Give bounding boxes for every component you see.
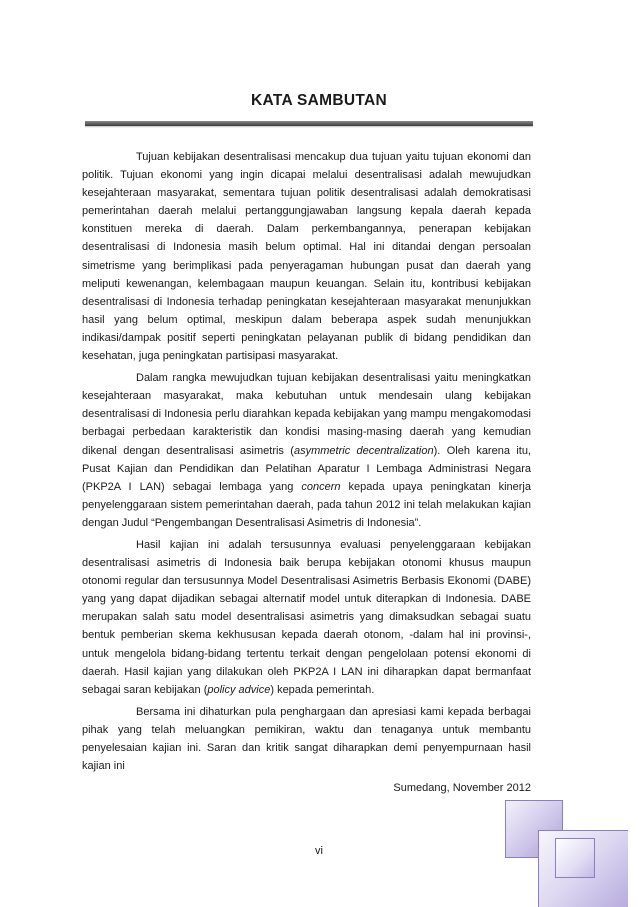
paragraph-4 [82,703,531,775]
paragraph-2-text-a: Dalam rangka mewujudkan tujuan kebijakan desentralisasi yaitu meningkatkan kesejahteraan masyarakat, maka kebutuhan untuk mendesain ulang kebijakan desentralisasi di Indonesia perlu diarahkan kepada kebijakan yang mampu mengakomodasi berbagai perbedaan karakteristik dan kondisi masing-masing daerah yang kemudian dikenal dengan desentralisasi asimetris ( [82,372,531,457]
paragraph-4-text: Bersama ini dihaturkan pula penghargaan dan apresiasi kami kepada berbagai pihak yang telah meluangkan pemikiran, waktu dan tenaganya untuk membantu penyelesaian kajian ini. Saran dan kritik sangat diharapkan demi penyempurnaan hasil kajian ini [82,705,531,773]
italic-term-concern: concern [301,480,341,493]
paragraph-2-text-b: ). Oleh karena itu, Pusat Kajian dan Pendidikan dan Pelatihan Aparatur I Lembaga Administrasi Negara (PKP2A I LAN) sebagai lembaga yang [82,444,531,493]
body-text [82,148,531,797]
paragraph-3 [82,536,531,699]
signature-line: Sumedang, November 2012 [393,782,531,795]
page-title: KATA SAMBUTAN [251,92,387,109]
page-number: vi [315,845,323,857]
italic-term-policy-advice: policy advice [207,683,271,696]
paragraph-1 [82,148,531,365]
paragraph-3-text-b: ) kepada pemerintah. [270,683,375,696]
italic-term-asymmetric: asymmetric decentralization [293,444,434,457]
paragraph-2-text-c: kepada upaya peningkatan kinerja penyelenggaraan sistem pemerintahan daerah, pada tahun 2012 ini telah melakukan kajian dengan Judul “Pengembangan Desentralisasi Asimetris di Indonesia”. [82,480,531,529]
paragraph-3-text-a: Hasil kajian ini adalah tersusunnya evaluasi penyelenggaraan kebijakan desentralisasi asimetris di Indonesia baik berupa kebijakan otonomi khusus maupun otonomi regular dan tersusunnya Model Desentralisasi Asimetris Berbasis Ekonomi (DABE) yang yang dapat dijadikan sebagai alternatif model untuk diterapkan di Indonesia. DABE merupakan salah satu model desentralisasi asimetris yang dimaksudkan sebagai suatu bentuk pemberian skema kekhususan kepada daerah otonom, -dalam hal ini provinsi-, untuk mengelola bidang-bidang tertentu terkait dengan pengelolaan potensi ekonomi di daerah. Hasil kajian yang dilakukan oleh PKP2A I LAN ini diharapkan dapat bermanfaat sebagai saran kebijakan ( [82,538,531,696]
paragraph-1-text: Tujuan kebijakan desentralisasi mencakup dua tujuan yaitu tujuan ekonomi dan politik. Tujuan ekonomi yang ingin dicapai melalui desentralisasi adalah mewujudkan kesejahteraan masyarakat, sementara tujuan politik desentralisasi adalah demokratisasi pemerintahan daerah melalui pertanggungjawaban langsung kepala daerah kepada konstituen mereka di daerah. Dalam perkembangannya, penerapan kebijakan desentralisasi di Indonesia masih belum optimal. Hal ini ditandai dengan persoalan simetrisme yang berimplikasi pada penyeragaman hubungan pusat dan daerah yang meliputi kewenangan, kelembagaan maupun keuangan. Selain itu, kontribusi kebijakan desentralisasi di Indonesia terhadap peningkatan kesejahteraan masyarakat menunjukkan hasil yang belum optimal, meskipun dalam beberapa aspek sudah menunjukkan indikasi/dampak positif seperti peningkatan pelayanan publik di bidang pendidikan dan kesehatan, juga peningkatan partisipasi masyarakat. [82,151,531,363]
paragraph-2 [82,369,531,532]
title-rule [85,121,533,126]
decorative-square-small [555,838,595,878]
